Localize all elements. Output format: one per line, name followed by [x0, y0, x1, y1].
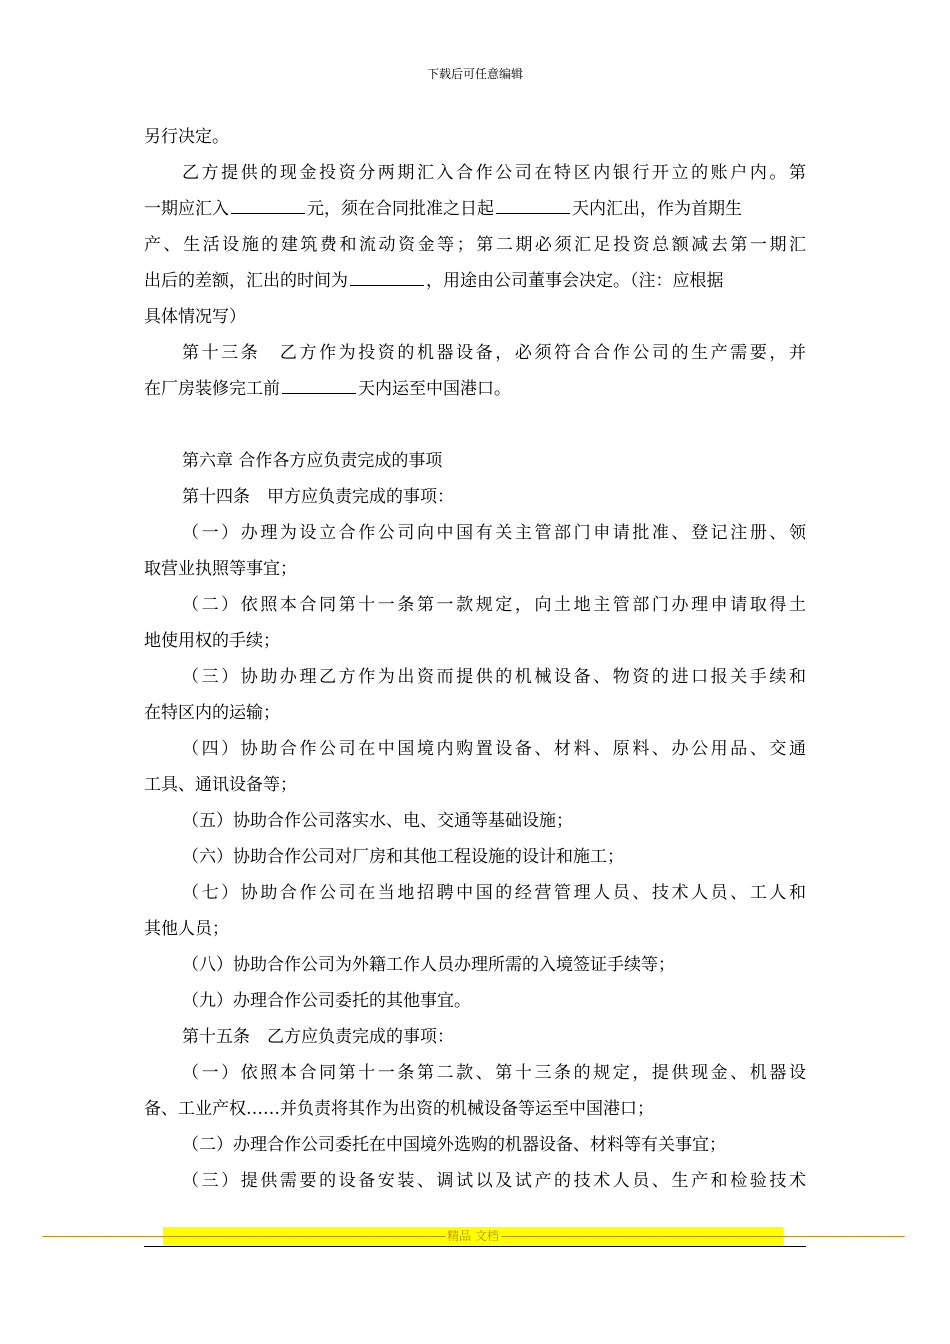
text-line: 乙方提供的现金投资分两期汇入合作公司在特区内银行开立的账户内。第 [182, 163, 806, 183]
text-line: 在特区内的运输； [144, 703, 280, 723]
article-heading: 第十四条 甲方应负责完成的事项： [182, 487, 454, 507]
text-line: 工具、通讯设备等； [144, 775, 297, 795]
fill-in-blank [496, 197, 570, 214]
fill-in-blank [231, 197, 305, 214]
fill-in-blank [282, 377, 356, 394]
text-line: （五）协助合作公司落实水、电、交通等基础设施； [182, 811, 573, 831]
text-line: 另行决定。 [144, 127, 229, 147]
text-line: （八）协助合作公司为外籍工作人员办理所需的入境签证手续等； [182, 955, 675, 975]
text-line: （七）协助合作公司在当地招聘中国的经营管理人员、技术人员、工人和 [182, 883, 806, 903]
text-line: （九）办理合作公司委托的其他事宜。 [182, 991, 471, 1011]
text-line: （三）协助办理乙方作为出资而提供的机械设备、物资的进口报关手续和 [182, 667, 806, 687]
text-line: （三）提供需要的设备安装、调试以及试产的技术人员、生产和检验技术 [182, 1171, 806, 1191]
text-line: （一）依照本合同第十一条第二款、第十三条的规定，提供现金、机器设 [182, 1063, 806, 1083]
text-segment: 出后的差额，汇出的时间为 [144, 271, 348, 291]
text-line: （二）依照本合同第十一条第一款规定，向土地主管部门办理申请取得土 [182, 595, 806, 615]
text-line: （二）办理合作公司委托在中国境外选购的机器设备、材料等有关事宜； [182, 1135, 726, 1155]
text-line [144, 269, 724, 293]
text-line: 第十三条 乙方作为投资的机器设备，必须符合合作公司的生产需要，并 [182, 343, 806, 363]
text-line: 取营业执照等事宜； [144, 559, 297, 579]
text-line: （四）协助合作公司在中国境内购置设备、材料、原料、办公用品、交通 [182, 739, 806, 759]
text-segment: 天内运至中国港口。 [358, 379, 511, 399]
text-segment: 天内汇出，作为首期生 [572, 199, 742, 219]
text-line: 备、工业产权……并负责将其作为出资的机械设备等运至中国港口； [144, 1099, 654, 1119]
text-line: （一）办理为设立合作公司向中国有关主管部门申请批准、登记注册、领 [182, 523, 806, 543]
footer-label: 精品 文档 [447, 1229, 499, 1243]
footer-dash-left: ------------------------------------------------------------------------------------------------------------------------------------ [41, 1229, 446, 1243]
text-segment: 在厂房装修完工前 [144, 379, 280, 399]
text-line: 产、生活设施的建筑费和流动资金等；第二期必须汇足投资总额减去第一期汇 [144, 235, 806, 255]
text-line [144, 197, 742, 221]
text-line: 地使用权的手续； [144, 631, 280, 651]
text-segment: ，用途由公司董事会决定。（注：应根据 [426, 271, 724, 291]
text-line: （六）协助合作公司对厂房和其他工程设施的设计和施工； [182, 847, 624, 867]
text-line [144, 377, 511, 401]
article-heading: 第十五条 乙方应负责完成的事项： [182, 1027, 454, 1047]
page-header-note: 下载后可任意编辑 [426, 67, 523, 81]
chapter-heading: 第六章 合作各方应负责完成的事项 [182, 451, 443, 471]
text-segment: 一期应汇入 [144, 199, 229, 219]
footer-dash-right: ------------------------------------------------------------------------------------------------------------------------------------ [500, 1229, 905, 1243]
text-line: 其他人员； [144, 919, 229, 939]
fill-in-blank [350, 269, 424, 286]
text-line: 具体情况写） [144, 307, 246, 327]
footer-rule [144, 1246, 806, 1247]
footer-banner [41, 1227, 905, 1245]
text-segment: 元，须在合同批准之日起 [307, 199, 494, 219]
